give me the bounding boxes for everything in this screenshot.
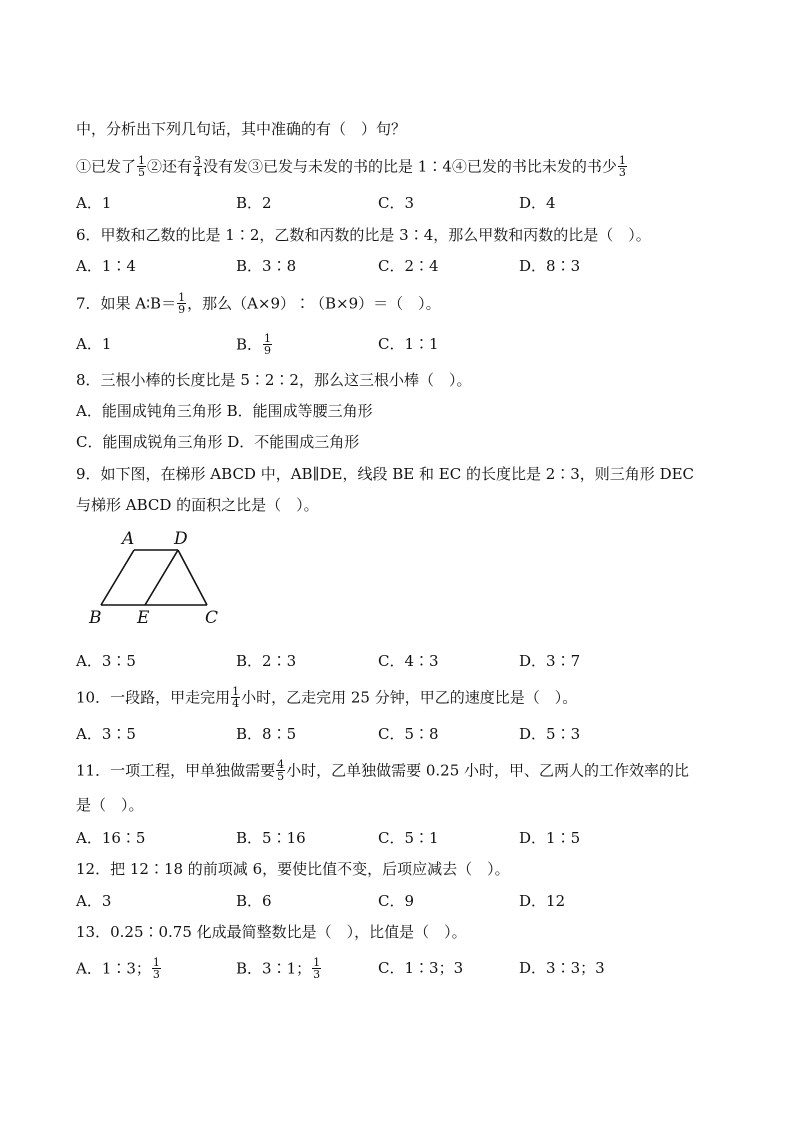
q10-post: 小时，乙走完用 25 分钟，甲乙的速度比是（ ）。 (241, 688, 578, 707)
q11-option-b[interactable]: B．5∶16 (236, 829, 306, 847)
q13-options (76, 956, 716, 981)
q11-option-c[interactable]: C．5∶1 (378, 829, 439, 847)
q11-fraction: $\frac{4}{5}$ (277, 758, 285, 783)
q6-options (76, 256, 716, 276)
q6-stem: 6．甲数和乙数的比是 1∶2，乙数和丙数的比是 3∶4，那么甲数和丙数的比是（ ）。 (76, 226, 651, 244)
q12-stem: 12．把 12∶18 的前项减 6，要使比值不变，后项应减去（ ）。 (76, 860, 510, 878)
q7-stem (76, 293, 441, 316)
q9-options (76, 651, 716, 671)
q7-fraction: $\frac{1}{9}$ (178, 291, 186, 316)
q13-stem: 13．0.25∶0.75 化成最简整数比是（ ），比值是（ ）。 (76, 923, 467, 941)
q10-pre: 10．一段路，甲走完用 (76, 688, 231, 707)
q9-option-b[interactable]: B．2∶3 (236, 652, 297, 670)
q11-stem-line-2: 是（ ）。 (76, 796, 144, 814)
q8-options-line-2[interactable]: C．能围成锐角三角形 D．不能围成三角形 (76, 433, 360, 451)
q9-option-c[interactable]: C．4∶3 (378, 652, 439, 670)
q11-post: 小时，乙单独做需要 0.25 小时，甲、乙两人的工作效率的比 (286, 761, 690, 780)
q11-option-d[interactable]: D．1∶5 (519, 829, 581, 847)
q5-option-c[interactable]: C．3 (378, 194, 415, 212)
q5-option-b[interactable]: B．2 (236, 194, 272, 212)
q12-option-c[interactable]: C．9 (378, 892, 415, 910)
q5-s1c: 没有发③已发与未发的书的比是 1∶4④已发的书比未发的书少 (203, 157, 617, 176)
q13-option-d[interactable]: D．3∶3；3 (519, 959, 605, 977)
q6-option-b[interactable]: B．3∶8 (236, 257, 297, 275)
q7-post: ，那么（A×9）∶（B×9）＝（ ）。 (187, 294, 441, 313)
trapezoid-figure (82, 528, 232, 632)
vertex-label-c: C (205, 608, 219, 628)
q10-option-a[interactable]: A．3∶5 (76, 725, 136, 743)
q11-option-a[interactable]: A．16∶5 (76, 829, 146, 847)
q9-stem-line-1: 9．如下图，在梯形 ABCD 中，AB∥DE，线段 BE 和 EC 的长度比是 2∶3，则三角形 DEC (76, 465, 695, 483)
q5-fraction-1: $\frac{1}{5}$ (138, 154, 146, 179)
q10-stem (76, 687, 577, 710)
q12-option-a[interactable]: A．3 (76, 892, 112, 910)
q13-option-a-fraction: $\frac{1}{3}$ (152, 956, 160, 981)
q8-options-line-1[interactable]: A．能围成钝角三角形 B．能围成等腰三角形 (76, 402, 373, 420)
q8-stem: 8．三根小棒的长度比是 5∶2∶2，那么这三根小棒（ ）。 (76, 371, 472, 389)
vertex-label-b: B (89, 608, 102, 628)
q12-option-d[interactable]: D．12 (519, 892, 566, 910)
vertex-label-d: D (174, 529, 188, 549)
q5-fraction-3: $\frac{1}{3}$ (618, 154, 626, 179)
q13-option-c[interactable]: C．1∶3；3 (378, 959, 464, 977)
q7-option-c[interactable]: C．1∶1 (378, 335, 439, 353)
q7-option-b[interactable] (236, 334, 273, 357)
q11-pre: 11．一项工程，甲单独做需要 (76, 761, 276, 780)
q7-option-a[interactable]: A．1 (76, 335, 112, 353)
q11-options (76, 828, 716, 848)
q9-option-d[interactable]: D．3∶7 (519, 652, 581, 670)
segment-de (145, 550, 178, 605)
q6-option-d[interactable]: D．8∶3 (519, 257, 581, 275)
q10-option-b[interactable]: B．8∶5 (236, 725, 297, 743)
q7-option-b-label: B． (236, 335, 263, 354)
q5-stem: 中，分析出下列几句话，其中准确的有（ ）句？ (76, 120, 407, 138)
q10-fraction: $\frac{1}{4}$ (232, 685, 240, 710)
q5-fraction-2: $\frac{3}{4}$ (194, 154, 202, 179)
q13-option-a-text: A．1∶3； (76, 959, 151, 978)
q11-stem-line-1 (76, 760, 689, 783)
segment-ab (101, 550, 134, 605)
q5-option-d[interactable]: D．4 (519, 194, 556, 212)
q13-option-b[interactable] (236, 958, 322, 981)
q9-stem-line-2: 与梯形 ABCD 的面积之比是（ ）。 (76, 496, 319, 514)
q7-pre: 7．如果 A∶B＝ (76, 294, 177, 313)
q7-option-b-fraction: $\frac{1}{9}$ (264, 332, 272, 357)
q9-option-a[interactable]: A．3∶5 (76, 652, 136, 670)
q12-option-b[interactable]: B．6 (236, 892, 272, 910)
segment-dc (178, 550, 207, 605)
q12-options (76, 891, 716, 911)
q13-option-b-fraction: $\frac{1}{3}$ (313, 956, 321, 981)
q5-s1a: ①已发了 (76, 157, 137, 176)
q5-s1b: ②还有 (147, 157, 193, 176)
vertex-label-e: E (137, 608, 150, 628)
q5-option-a[interactable]: A．1 (76, 194, 112, 212)
q10-options (76, 724, 716, 744)
q13-option-b-text: B．3∶1； (236, 959, 312, 978)
q10-option-d[interactable]: D．5∶3 (519, 725, 581, 743)
q5-statements (76, 156, 628, 179)
q6-option-c[interactable]: C．2∶4 (378, 257, 439, 275)
q13-option-a[interactable] (76, 958, 162, 981)
q7-options (76, 332, 716, 357)
vertex-label-a: A (122, 529, 135, 549)
q6-option-a[interactable]: A．1∶4 (76, 257, 136, 275)
q5-options (76, 193, 716, 213)
q10-option-c[interactable]: C．5∶8 (378, 725, 439, 743)
